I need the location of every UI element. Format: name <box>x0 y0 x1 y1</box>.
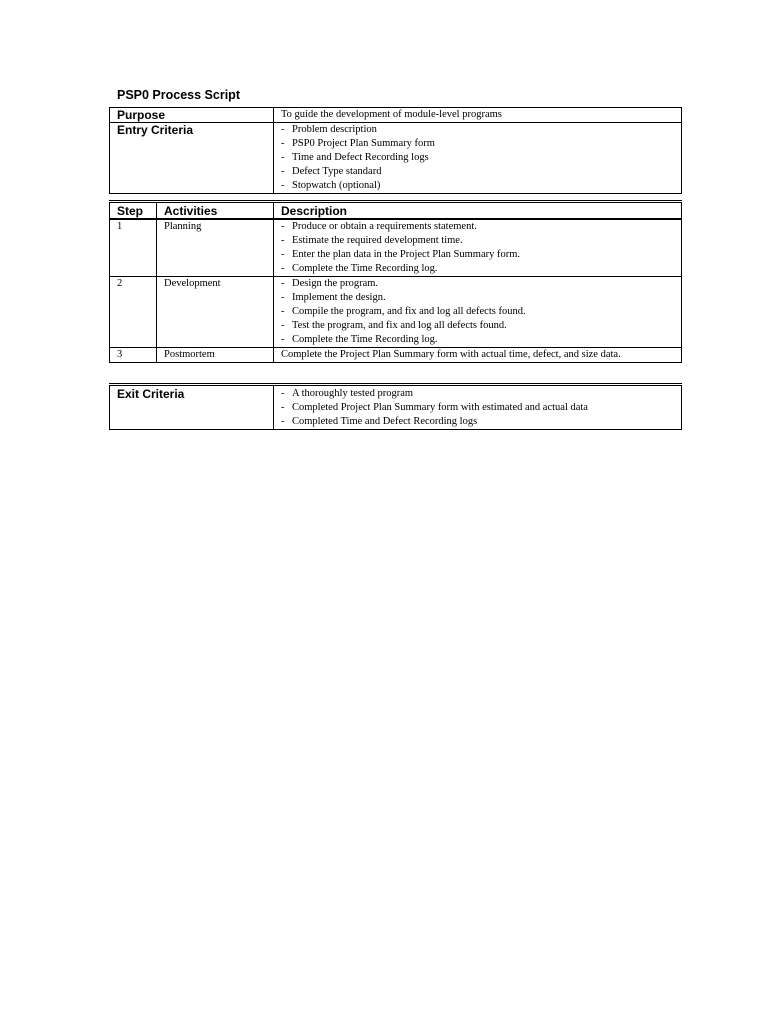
step-column-header: Step <box>110 202 157 220</box>
list-item: - Implement the design. <box>281 292 386 303</box>
list-item: - Stopwatch (optional) <box>281 180 381 191</box>
list-item: - Time and Defect Recording logs <box>281 152 429 163</box>
list-item: - Complete the Time Recording log. <box>281 334 438 345</box>
steps-header-row <box>110 202 682 220</box>
step-activity: Postmortem <box>157 348 274 363</box>
list-item: - Compile the program, and fix and log all defects found. <box>281 306 526 317</box>
activities-column-header: Activities <box>157 202 274 220</box>
step-number: 3 <box>110 348 157 363</box>
table-row <box>110 348 682 363</box>
list-item: - Completed Project Plan Summary form with estimated and actual data <box>281 402 588 413</box>
list-item: - Defect Type standard <box>281 166 382 177</box>
exit-criteria-list <box>274 385 682 430</box>
exit-criteria-row <box>110 385 682 430</box>
list-item: - Problem description <box>281 124 377 135</box>
list-item: - Estimate the required development time. <box>281 235 463 246</box>
list-item: - PSP0 Project Plan Summary form <box>281 138 435 149</box>
step-activity: Development <box>157 277 274 348</box>
table-row <box>110 219 682 277</box>
entry-criteria-row <box>110 123 682 194</box>
purpose-label: Purpose <box>110 108 274 123</box>
step-description: Complete the Project Plan Summary form with actual time, defect, and size data. <box>274 348 682 363</box>
purpose-text: To guide the development of module-level programs <box>274 108 682 123</box>
step-number: 2 <box>110 277 157 348</box>
exit-criteria-table <box>109 383 682 430</box>
list-item: - Complete the Time Recording log. <box>281 263 438 274</box>
step-description <box>274 219 682 277</box>
purpose-entry-table <box>109 107 682 194</box>
step-description <box>274 277 682 348</box>
table-row <box>110 277 682 348</box>
list-item: - A thoroughly tested program <box>281 388 414 399</box>
steps-table <box>109 200 682 363</box>
step-activity: Planning <box>157 219 274 277</box>
description-column-header: Description <box>274 202 682 220</box>
list-item: - Enter the plan data in the Project Plan Summary form. <box>281 249 521 260</box>
document-title: PSP0 Process Script <box>117 88 240 102</box>
list-item: - Test the program, and fix and log all defects found. <box>281 320 507 331</box>
purpose-row <box>110 108 682 123</box>
step-number: 1 <box>110 219 157 277</box>
entry-criteria-label: Entry Criteria <box>110 123 274 194</box>
list-item: - Design the program. <box>281 278 379 289</box>
exit-criteria-label: Exit Criteria <box>110 385 274 430</box>
entry-criteria-list <box>274 123 682 194</box>
list-item: - Completed Time and Defect Recording logs <box>281 416 478 427</box>
list-item: - Produce or obtain a requirements statement. <box>281 221 477 232</box>
